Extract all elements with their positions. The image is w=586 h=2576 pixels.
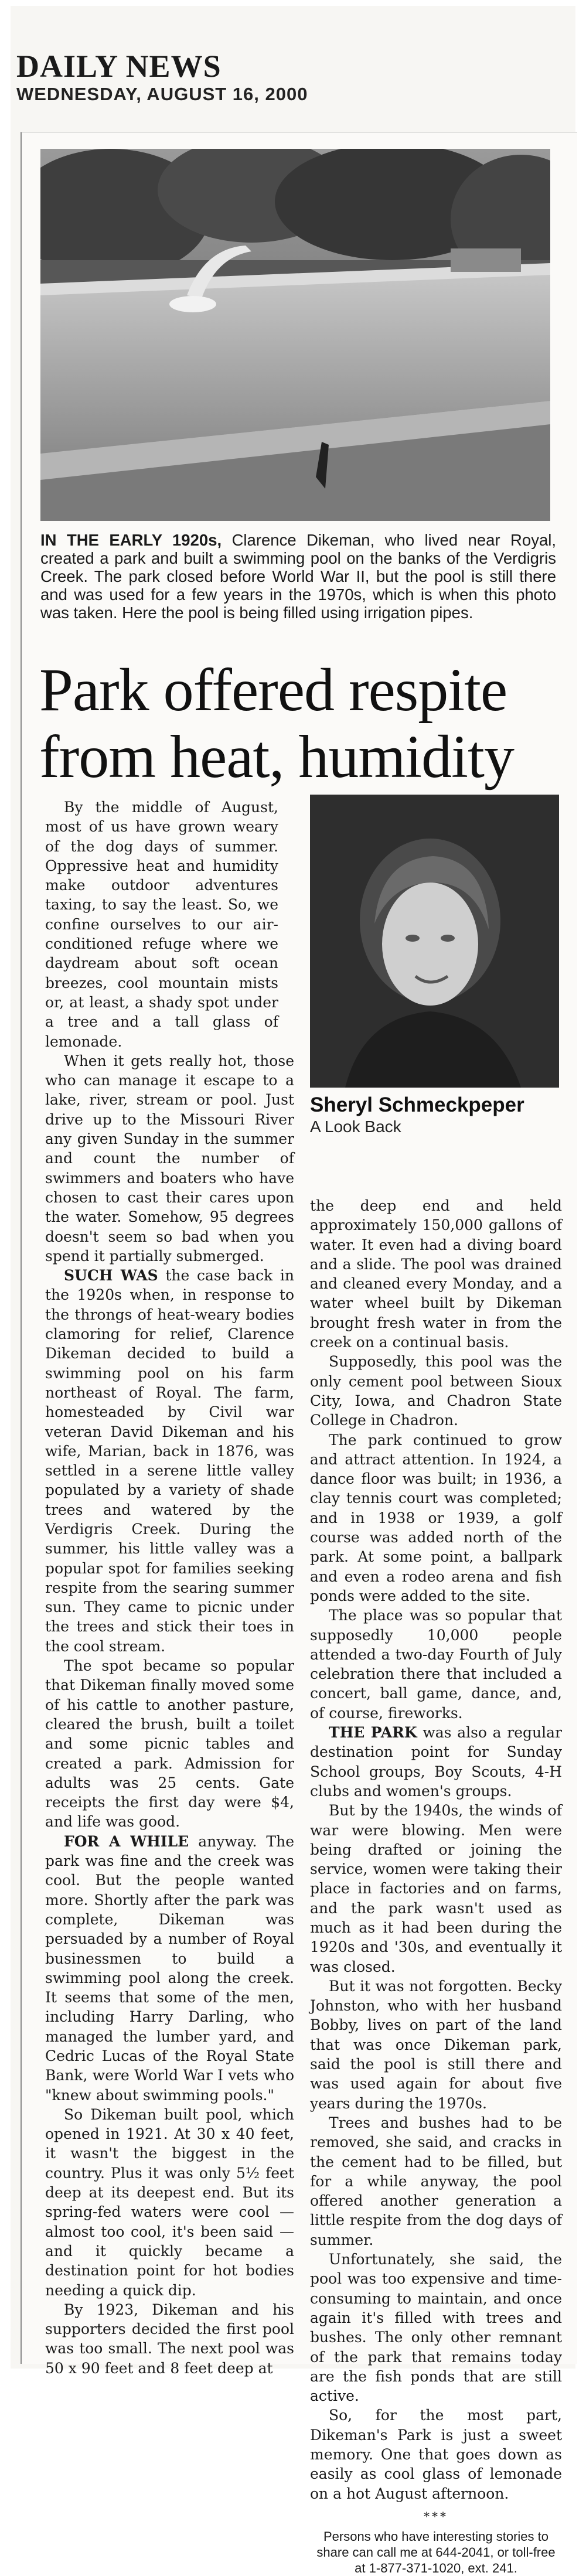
- paragraph: FOR A WHILE anyway. The park was fine and the creek was cool. But the people wanted more. Shortly after the park was complete, Dikeman was persuaded by a number of Royal businessmen to build a swimming pool along the creek. It seems that some of the men, including Harry Darling, who managed the lumber yard, and Cedric Lucas of the Royal State Bank, were World War I vets who "knew about swimming pools.": [45, 1832, 294, 2104]
- paragraph: Trees and bushes had to be removed, she said, and cracks in the cement had to be filled, but for a while anyway, the pool offered another generation a little respite from the dog days of summer.: [310, 2114, 562, 2248]
- paragraph: When it gets really hot, those who can manage it escape to a lake, river, stream or pool. Just drive up to the Missouri River any given Sunday in the summer and count the number of swimmers and boaters who have chosen to cast their cares upon the water. Somehow, 95 degrees doesn't seem so bad when you spend it partially submerged.: [45, 1052, 294, 1265]
- article-headline: Park offered respite from heat, humidity: [39, 656, 514, 790]
- issue-date: WEDNESDAY, AUGUST 16, 2000: [16, 84, 308, 104]
- column-name: A Look Back: [310, 1117, 401, 1136]
- subhead: FOR A WHILE: [64, 1832, 189, 1850]
- article-clipping: [21, 132, 577, 2576]
- paragraph: By the middle of August, most of us have grown weary of the dog days of summer. Oppressive heat and humidity make outdoor adventures taxing, to say the least. So, we confine ourselves to our air-conditioned refuge where we daydream about soft ocean breezes, cool mountain mists or, at least, a shady spot under a tree and a tall glass of lemonade.: [45, 799, 278, 1050]
- paragraph: The place was so popular that supposedly 10,000 people attended a two-day Fourth of July celebration there that included a concert, ball game, dance, and, of course, fireworks.: [310, 1607, 562, 1722]
- paragraph: SUCH WAS the case back in the 1920s when, in response to the throngs of heat-weary bodies clamoring for relief, Clarence Dikeman decided to build a swimming pool on his farm northeast of Royal. The farm, homesteaded by Civil war veteran David Dikeman and his wife, Marian, back in 1876, was settled in a serene little valley populated by a variety of shade trees and watered by the Verdigris Creek. During the summer, his little valley was a popular spot for families seeking respite from the searing summer sun. They came to picnic under the trees and stick their toes in the cool stream.: [45, 1267, 294, 1655]
- article-column-left: [45, 798, 294, 2378]
- pool-photo: [40, 149, 550, 521]
- masthead: [16, 50, 308, 106]
- caption-lead: IN THE EARLY 1920s,: [40, 531, 222, 549]
- paragraph: The spot became so popular that Dikeman finally moved some of his cattle to another pasture, cleared the brush, built a toilet and some picnic tables and created a park. Admission for adults was 25 cents. Gate receipts the first day were $4, and life was good.: [45, 1657, 294, 1831]
- author-photo: [310, 795, 559, 1088]
- newspaper-name: DAILY NEWS: [16, 49, 222, 84]
- author-name: Sheryl Schmeckpeper: [310, 1093, 524, 1116]
- contact-note: Persons who have interesting stories to share can call me at 644-2041, or toll-free at 1-877-371-1020, ext. 241.: [316, 2529, 556, 2576]
- paragraph: But it was not forgotten. Becky Johnston, who with her husband Bobby, lives on part of the land that was once Dikeman park, said the pool is still there and was used again for about five years during the 1970s.: [310, 1977, 562, 2112]
- caption-text: Clarence Dikeman, who lived near Royal, created a park and built a swimming pool on the banks of the Verdigris Creek. The park closed before World War II, but the pool is still there and was used for a few years in the 1970s, which is when this photo was taken. Here the pool is being filled using irrigation pipes.: [40, 531, 556, 622]
- paragraph: Supposedly, this pool was the only cement pool between Sioux City, Iowa, and Chadron State College in Chadron.: [310, 1353, 562, 1429]
- photo-caption: [40, 531, 556, 622]
- end-marks: ***: [424, 2509, 448, 2523]
- paragraph: THE PARK was also a regular destination point for Sunday School groups, Boy Scouts, 4-H clubs and women's groups.: [310, 1724, 562, 1800]
- subhead: SUCH WAS: [64, 1267, 158, 1284]
- paragraph: the deep end and held approximately 150,000 gallons of water. It even had a diving board and a slide. The pool was drained and cleaned every Monday, and a water wheel built by Dikeman brought fresh water in from the creek on a continual basis.: [310, 1197, 562, 1351]
- article-column-right: [310, 1196, 562, 2576]
- paragraph: So, for the most part, Dikeman's Park is just a sweet memory. One that goes down as easily as cool glass of lemonade on a hot August afternoon.: [310, 2407, 562, 2502]
- paragraph: The park continued to grow and attract attention. In 1924, a dance floor was built; in 1936, a clay tennis court was completed; and in 1938 or 1939, a golf course was added north of the park. At some point, a ballpark and even a rodeo arena and fish ponds were added to the site.: [310, 1431, 562, 1604]
- paragraph: Unfortunately, she said, the pool was too expensive and time-consuming to maintain, and once again it's filled with trees and bushes. The only other remnant of the park that remains today are the fish ponds that are still active.: [310, 2251, 562, 2405]
- paragraph: But by the 1940s, the winds of war were blowing. Men were being drafted or joining the service, women were taking their place in factories and on farms, and the park wasn't used as much as it had been during the 1920s and '30s, and eventually it was closed.: [310, 1802, 562, 1975]
- paragraph: So Dikeman built pool, which opened in 1921. At 30 x 40 feet, it wasn't the biggest in the country. Plus it was only 5½ feet deep at its deepest end. But its spring-fed waters were cool — almost too cool, it's been said — and it quickly became a destination point for hot bodies needing a quick dip.: [45, 2105, 294, 2299]
- paragraph: By 1923, Dikeman and his supporters decided the first pool was too small. The next pool was 50 x 90 feet and 8 feet deep at: [45, 2301, 294, 2377]
- pool-photo-image: [40, 149, 550, 521]
- author-portrait: [310, 795, 559, 1073]
- subhead: THE PARK: [329, 1724, 417, 1742]
- byline: [310, 1093, 559, 1137]
